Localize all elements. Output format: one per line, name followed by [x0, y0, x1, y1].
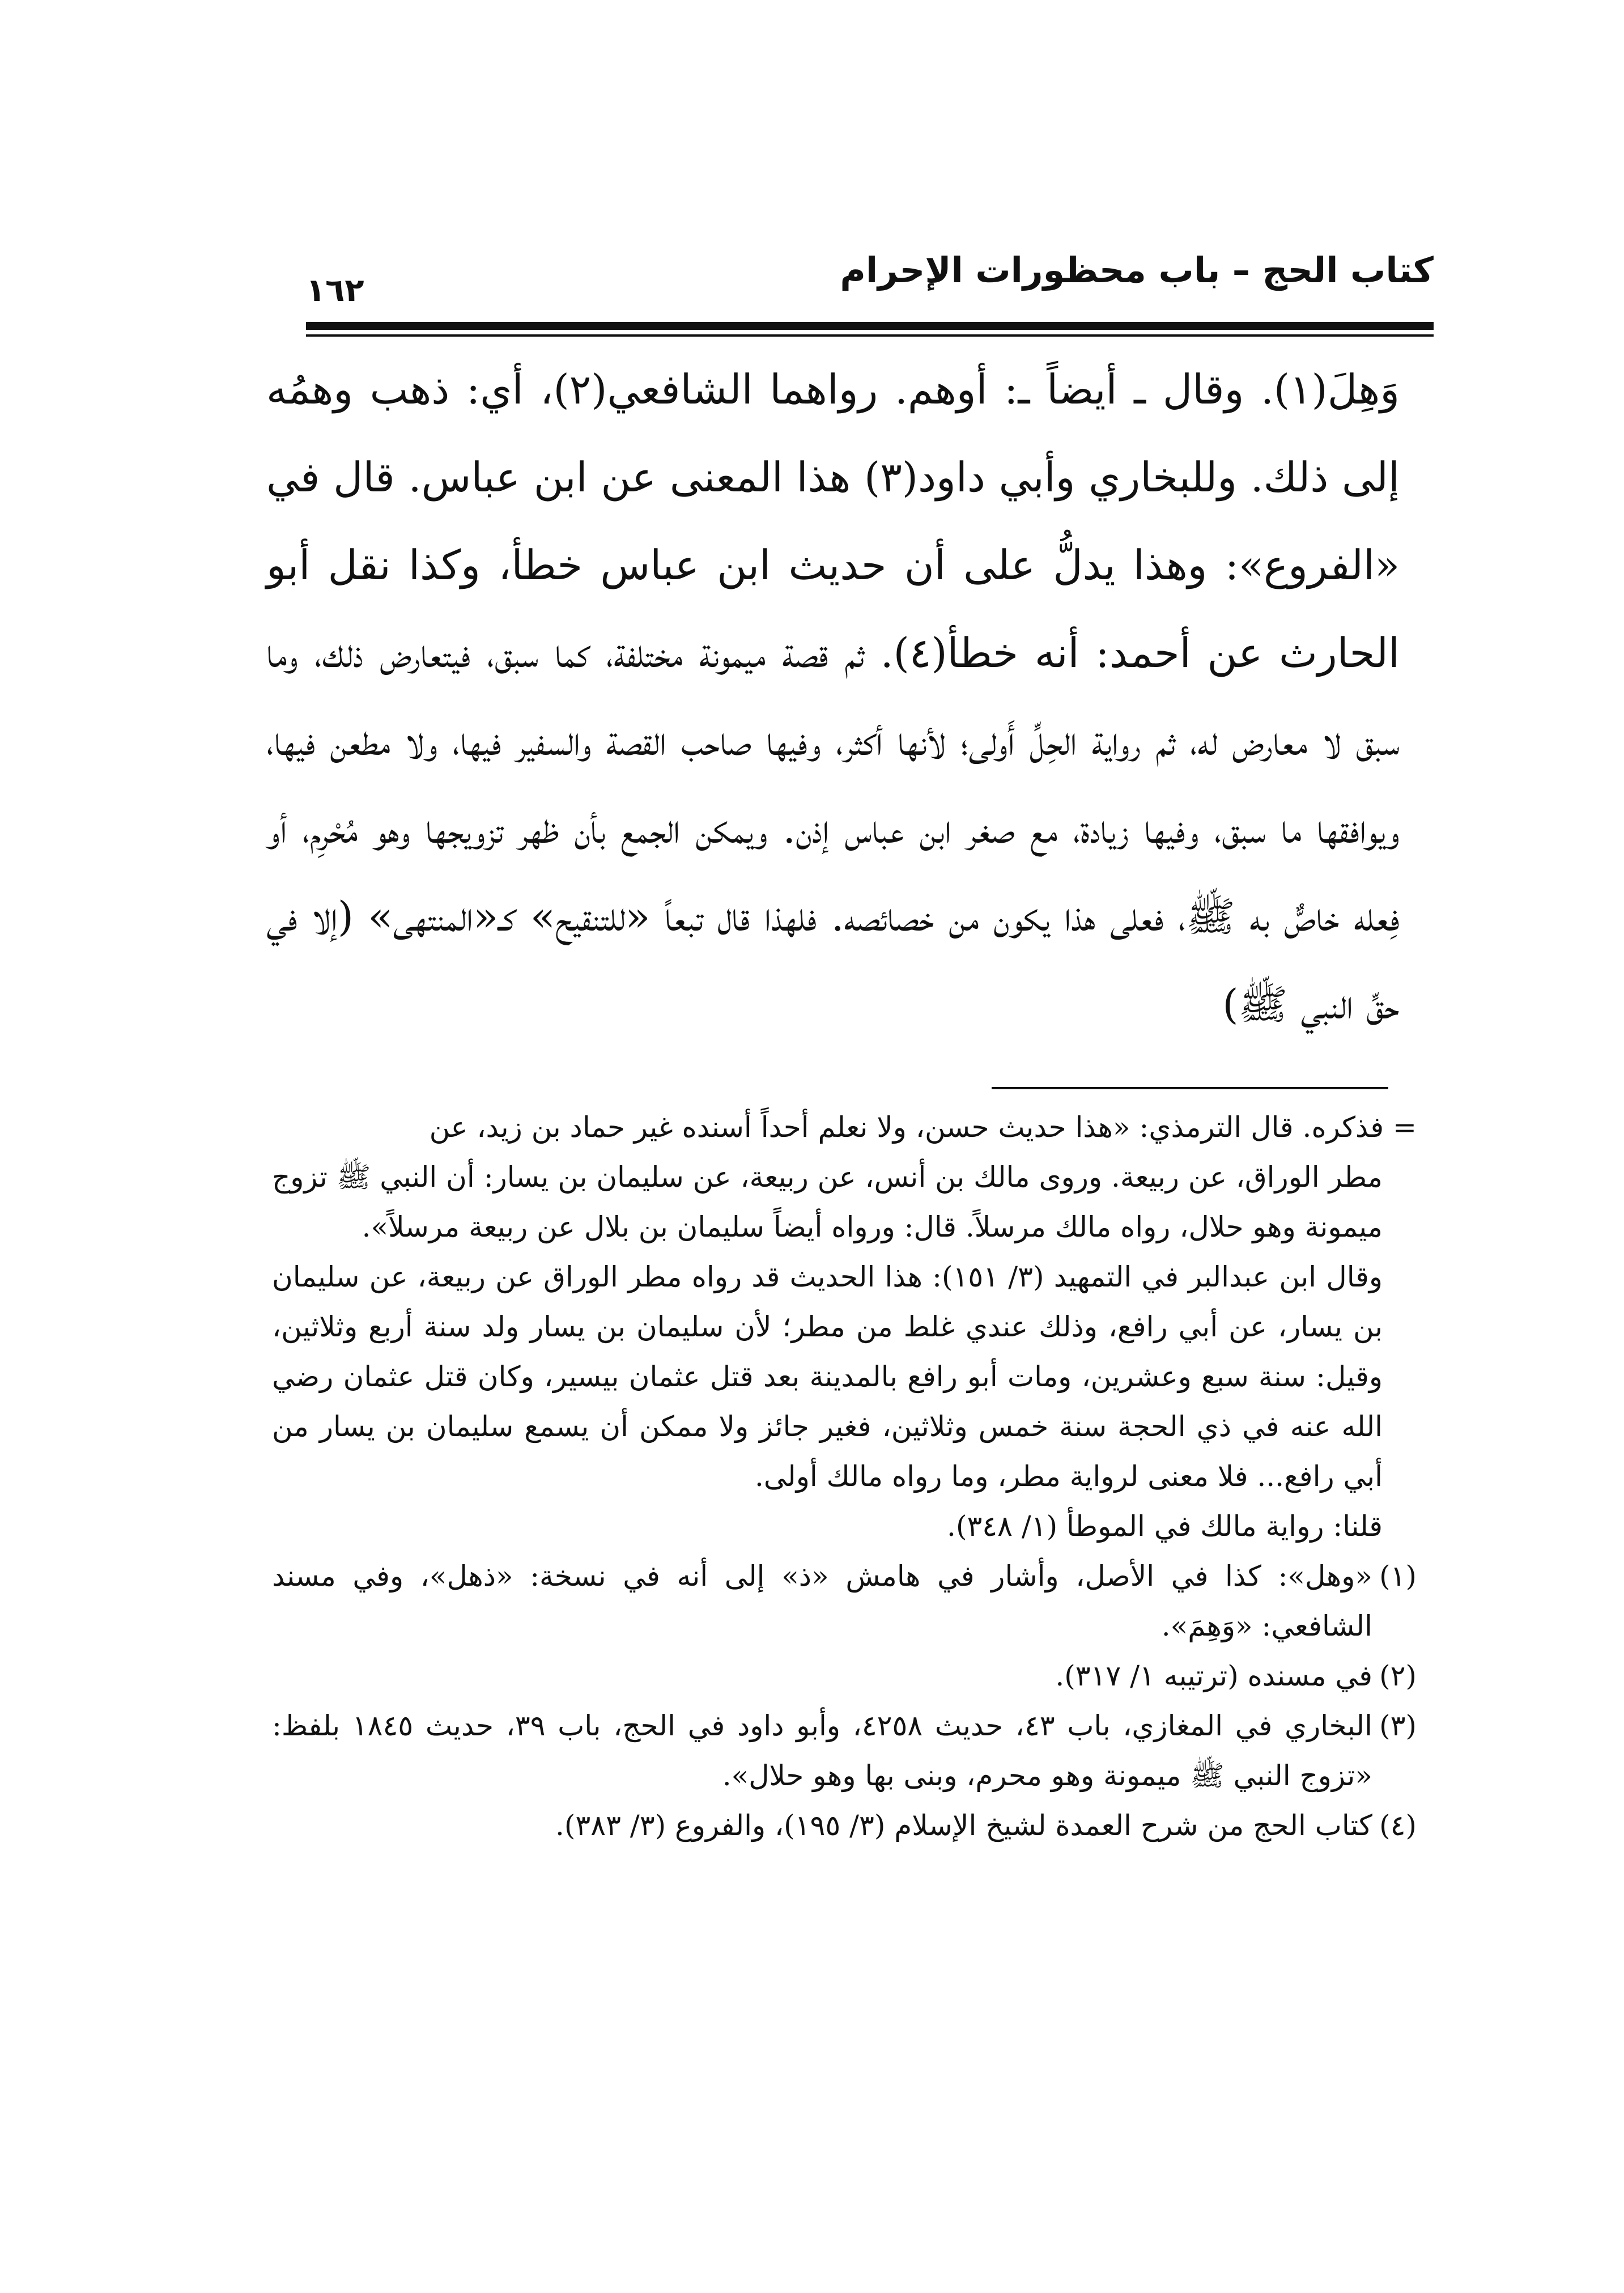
- footnote-text: كتاب الحج من شرح العمدة لشيخ الإسلام (٣/ ١٩٥)، والفروع (٣/ ٣٨٣).: [555, 1809, 1372, 1842]
- footnote-number: (٤): [1379, 1809, 1417, 1842]
- page-header: [306, 249, 1434, 317]
- footnote-text: البخاري في المغازي، باب ٤٣، حديث ٤٢٥٨، وأبو داود في الحج، باب ٣٩، حديث ١٨٤٥ بلفظ: «تزوج النبي ﷺ ميمونة وهو محرم، وبنى بها وهو حلال».: [272, 1709, 1373, 1792]
- footnote-text: في مسنده (ترتيبه ١/ ٣١٧).: [1055, 1659, 1372, 1692]
- header-rule-thick: [306, 322, 1434, 330]
- footnote-separator: [992, 1087, 1388, 1089]
- page-number: ١٦٢: [306, 272, 364, 309]
- footnote-text: «وهل»: كذا في الأصل، وأشار في هامش «ذ» إلى أنه في نسخة: «ذهل»، وفي مسند الشافعي: «وَهِمَ».: [272, 1560, 1372, 1642]
- footnote-continuation: [272, 1102, 1417, 1152]
- main-paragraph: وَهِلَ(١). وقال ـ أيضاً ـ: أوهم. رواهما الشافعي(٢)، أي: ذهب وهمُه إلى ذلك. وللبخاري وأبي داود(٣) هذا المعنى عن ابن عباس. قال في «الفروع»: وهذا يدلُّ على أن حديث ابن عباس خطأ، وكذا نقل أبو الحارث عن أحمد: أنه خطأ(٤). ثم قصة ميمونة مختلفة، كما سبق، فيتعارض ذلك، وما سبق لا معارض له، ثم رواية الحِلِّ أَولى؛ لأنها أكثر، وفيها صاحب القصة والسفير فيها، ولا مطعن فيها، ويوافقها ما سبق، وفيها زيادة، مع صغر ابن عباس إذن. ويمكن الجمع بأن ظهر تزويجها وهو مُحْرِم، أو فِعله خاصٌّ به ﷺ، فعلى هذا يكون من خصائصه. فلهذا قال تبعاً «للتنقيح» كـ«المنتهى» (إلا في حقِّ النبي ﷺ): [266, 366, 1400, 1028]
- footnote-number: (٣): [1379, 1709, 1417, 1742]
- footnote-2: [272, 1651, 1417, 1701]
- footnote-number: (٢): [1379, 1659, 1417, 1692]
- footnote-4: [272, 1801, 1417, 1850]
- running-title: كتاب الحج – باب محظورات الإحرام: [840, 249, 1434, 291]
- header-rule-thin: [306, 334, 1434, 337]
- footnote-continuation-rest: مطر الوراق، عن ربيعة. وروى مالك بن أنس، عن ربيعة، عن سليمان بن يسار: أن النبي ﷺ تزوج ميمونة وهو حلال، رواه مالك مرسلاً. قال: ورواه أيضاً سليمان بن بلال عن ربيعة مرسلاً».: [272, 1161, 1383, 1243]
- footnote-1: [272, 1551, 1417, 1651]
- main-text: [266, 346, 1400, 1048]
- footnotes: [272, 1102, 1417, 1850]
- footnote-paragraph-ibn-abdulbarr: وقال ابن عبدالبر في التمهيد (٣/ ١٥١): هذا الحديث قد رواه مطر الوراق عن ربيعة، عن سليمان بن يسار، عن أبي رافع، وذلك عندي غلط من مطر؛ لأن سليمان بن يسار ولد سنة أربع وثلاثين، وقيل: سنة سبع وعشرين، ومات أبو رافع بالمدينة بعد قتل عثمان بيسير، وكان قتل عثمان رضي الله عنه في ذي الحجة سنة خمس وثلاثين، فغير جائز ولا ممكن أن يسمع سليمان بن يسار من أبي رافع... فلا معنى لرواية مطر، وما رواه مالك أولى.: [272, 1260, 1383, 1493]
- footnote-number: (١): [1379, 1560, 1417, 1593]
- continuation-first-line: فذكره. قال الترمذي: «هذا حديث حسن، ولا نعلم أحداً أسنده غير حماد بن زيد، عن: [429, 1111, 1384, 1144]
- continuation-marker: =: [1393, 1111, 1417, 1144]
- footnote-paragraph-qulna: قلنا: رواية مالك في الموطأ (١/ ٣٤٨).: [947, 1510, 1383, 1543]
- footnote-3: [272, 1701, 1417, 1801]
